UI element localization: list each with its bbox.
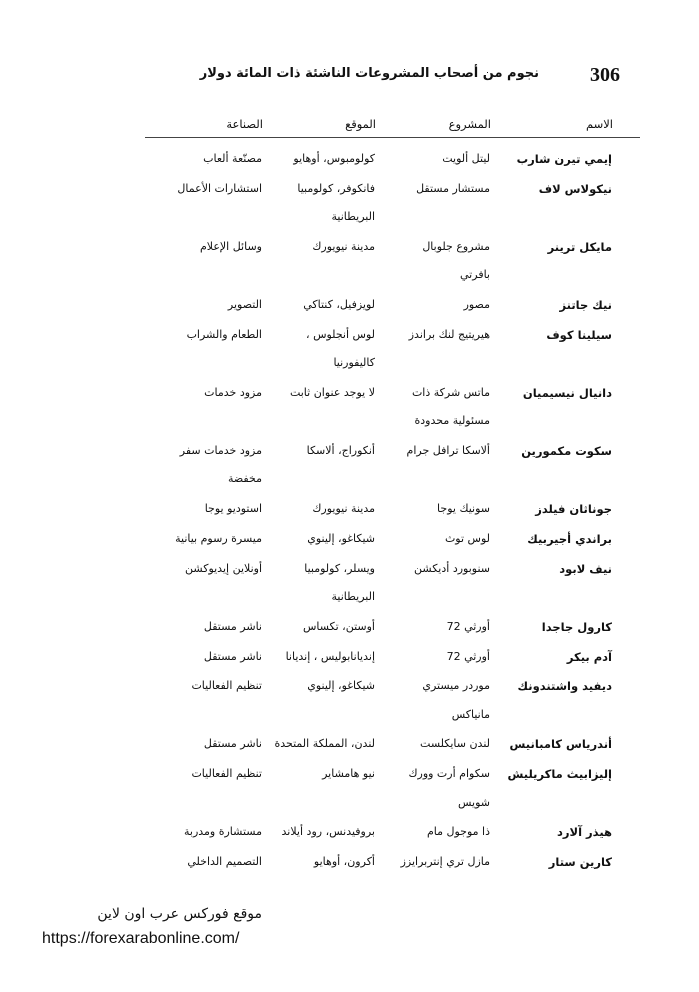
cell-location [263, 613, 375, 641]
cell-industry [140, 291, 262, 319]
cell-name [494, 175, 612, 203]
cell-industry [140, 525, 262, 553]
table-row [0, 525, 699, 555]
cell-location [263, 379, 375, 407]
cell-industry [140, 437, 262, 494]
cell-project [378, 291, 490, 319]
cell-name [494, 730, 612, 758]
cell-line: مايكل ترينر [547, 239, 612, 254]
cell-location [263, 495, 375, 523]
cell-line: أونلاين إيديوكشن [185, 561, 262, 575]
cell-project [378, 555, 490, 583]
cell-industry [140, 321, 262, 349]
cell-line: سيلينا كوف [546, 327, 612, 342]
cell-industry [140, 848, 262, 876]
cell-line: مزود خدمات سفر [179, 443, 262, 457]
cell-location [263, 643, 375, 671]
cell-industry [140, 613, 262, 641]
cell-line: البريطانية [331, 589, 375, 603]
cell-line: مازل تري إنتربرايزز [400, 855, 490, 869]
cell-name [494, 643, 612, 671]
column-header-industry: الصناعة [226, 117, 263, 131]
cell-name [494, 613, 612, 641]
cell-name [494, 672, 612, 700]
cell-location [263, 730, 375, 758]
cell-name [494, 233, 612, 261]
cell-line: هيريتيج لنك براندز [408, 327, 490, 341]
table-row [0, 437, 699, 495]
cell-industry [140, 175, 262, 203]
cell-line: أندرياس كامبانيس [509, 737, 612, 752]
cell-line: مستشار مستقل [416, 181, 490, 195]
running-title: نجوم من أصحاب المشروعات الناشئة ذات المائة دولار [199, 66, 539, 81]
cell-line: ذا موجول مام [426, 825, 490, 839]
cell-project [378, 672, 490, 729]
cell-line: مشروع جلوبال [422, 239, 490, 253]
cell-line: مصور [463, 297, 490, 311]
cell-line: لويزفيل، كنتاكي [303, 297, 375, 311]
cell-name [494, 848, 612, 876]
cell-name [494, 437, 612, 465]
cell-project [378, 848, 490, 876]
cell-line: ديفيد واشتندونك [517, 679, 612, 694]
cell-line: إنديانابوليس ، إنديانا [285, 649, 375, 663]
cell-line: ماتس شركة ذات [411, 385, 490, 399]
cell-industry [140, 145, 262, 173]
cell-line: مدينة نيويورك [312, 502, 375, 516]
cell-project [378, 818, 490, 846]
column-header-project: المشروع [448, 117, 491, 131]
cell-line: ناشر مستقل [203, 619, 262, 633]
table-row [0, 730, 699, 760]
column-header-location: الموقع [345, 117, 376, 131]
cell-line: أنكوراج، ألاسكا [306, 443, 375, 457]
cell-industry [140, 818, 262, 846]
cell-line: مزود خدمات [204, 385, 262, 399]
cell-name [494, 145, 612, 173]
cell-line: نيك جاتنز [559, 297, 612, 312]
cell-location [263, 145, 375, 173]
cell-line: البريطانية [331, 210, 375, 224]
table-header [145, 115, 640, 138]
cell-name [494, 818, 612, 846]
page-number: 306 [590, 64, 620, 86]
cell-line: هيذر آلارد [557, 825, 612, 840]
cell-line: أورثي 72 [446, 619, 490, 633]
table-row [0, 379, 699, 437]
table-row [0, 555, 699, 613]
cell-name [494, 321, 612, 349]
cell-line: فانكوفر، كولومبيا [297, 181, 375, 195]
cell-location [263, 818, 375, 846]
cell-name [494, 495, 612, 523]
cell-line: إيمي تيرن شارب [516, 152, 612, 166]
cell-line: مستشارة ومدربة [183, 825, 262, 839]
cell-line: تنظيم الفعاليات [191, 767, 262, 781]
cell-industry [140, 233, 262, 261]
cell-line: براندي أجيربيك [527, 531, 612, 546]
cell-industry [140, 379, 262, 407]
cell-industry [140, 730, 262, 758]
cell-line: لندن سايكلست [420, 737, 490, 751]
cell-line: ناشر مستقل [203, 737, 262, 751]
cell-line: الطعام والشراب [186, 327, 262, 341]
cell-project [378, 613, 490, 641]
cell-project [378, 379, 490, 436]
cell-line: كارول جاجدا [541, 619, 612, 634]
cell-location [263, 291, 375, 319]
table-row [0, 233, 699, 291]
cell-project [378, 437, 490, 465]
cell-line: مسئولية محدودة [414, 414, 490, 428]
cell-line: سكوام أرت وورك [408, 767, 490, 781]
table-row [0, 175, 699, 233]
cell-name [494, 379, 612, 407]
cell-project [378, 525, 490, 553]
table-row [0, 672, 699, 730]
cell-project [378, 495, 490, 523]
cell-line: لندن، المملكة المتحدة [274, 737, 375, 751]
table-row [0, 643, 699, 673]
cell-location [263, 555, 375, 612]
cell-project [378, 233, 490, 290]
cell-project [378, 643, 490, 671]
cell-line: سكوت مكمورين [521, 443, 612, 458]
cell-line: جوناثان فيلدز [535, 502, 612, 517]
cell-location [263, 760, 375, 788]
cell-line: آدم بيكر [566, 649, 612, 664]
cell-line: دانيال نيسيميان [522, 385, 612, 400]
cell-line: ناشر مستقل [203, 649, 262, 663]
cell-line: مدينة نيويورك [312, 239, 375, 253]
cell-line: مانياكس [451, 707, 490, 721]
cell-line: ميسرة رسوم بيانية [175, 531, 262, 545]
cell-project [378, 145, 490, 173]
cell-line: كاليفورنيا [333, 356, 375, 370]
table-row [0, 145, 699, 175]
cell-industry [140, 760, 262, 788]
cell-name [494, 555, 612, 583]
cell-line: التصوير [227, 297, 262, 311]
cell-location [263, 321, 375, 378]
cell-line: نيكولاس لاف [538, 181, 612, 196]
cell-line: التصميم الداخلي [187, 855, 262, 869]
cell-location [263, 233, 375, 261]
cell-line: أورثي 72 [446, 649, 490, 663]
cell-project [378, 321, 490, 349]
cell-industry [140, 495, 262, 523]
table-row [0, 848, 699, 878]
cell-line: استوديو يوجا [204, 502, 262, 516]
cell-location [263, 437, 375, 465]
cell-line: بافرتي [460, 268, 490, 282]
table-row [0, 291, 699, 321]
cell-line: شيكاغو، إلينوي [307, 679, 375, 693]
cell-line: استشارات الأعمال [177, 181, 262, 195]
cell-name [494, 291, 612, 319]
footer-site-name: موقع فوركس عرب اون لاين [97, 906, 262, 922]
cell-line: لوس أنجلوس ، [306, 327, 375, 341]
cell-line: أكرون، أوهايو [313, 855, 375, 869]
cell-name [494, 525, 612, 553]
cell-line: سنوبورد أديكشن [414, 561, 490, 575]
cell-line: إليزابيث ماكريليش [507, 767, 612, 782]
cell-line: لا يوجد عنوان ثابت [289, 385, 375, 399]
cell-project [378, 175, 490, 203]
cell-industry [140, 672, 262, 700]
table-row [0, 818, 699, 848]
table-row [0, 321, 699, 379]
cell-line: شويس [458, 795, 490, 809]
cell-line: مصنّعة ألعاب [203, 152, 262, 165]
table-body [0, 145, 699, 878]
cell-line: تنظيم الفعاليات [191, 679, 262, 693]
cell-line: ويسلر، كولومبيا [304, 561, 375, 575]
table-row [0, 613, 699, 643]
cell-line: نيو هامشاير [322, 767, 375, 781]
cell-location [263, 672, 375, 700]
cell-project [378, 760, 490, 817]
footer-url[interactable]: https://forexarabonline.com/ [42, 930, 240, 947]
cell-location [263, 848, 375, 876]
cell-name [494, 760, 612, 788]
cell-line: أوستن، تكساس [302, 619, 375, 633]
cell-line: ليتل ألويت [442, 152, 490, 165]
cell-industry [140, 643, 262, 671]
table-row [0, 495, 699, 525]
table-row [0, 760, 699, 818]
cell-location [263, 525, 375, 553]
cell-line: نيف لابود [559, 561, 612, 576]
cell-line: كارين ستار [548, 855, 612, 870]
column-header-name: الاسم [585, 117, 613, 131]
cell-project [378, 730, 490, 758]
cell-line: شيكاغو، إلينوي [307, 531, 375, 545]
cell-line: وسائل الإعلام [199, 239, 262, 253]
cell-line: بروفيدنس، رود أيلاند [281, 825, 375, 839]
cell-line: سونيك يوجا [437, 502, 490, 516]
cell-industry [140, 555, 262, 583]
cell-location [263, 175, 375, 232]
cell-line: ألاسكا ترافل جرام [406, 443, 490, 457]
cell-line: لوس توث [444, 531, 490, 545]
cell-line: موردر ميستري [422, 679, 490, 693]
cell-line: كولومبوس، أوهايو [293, 152, 375, 165]
cell-line: مخفضة [228, 472, 262, 486]
